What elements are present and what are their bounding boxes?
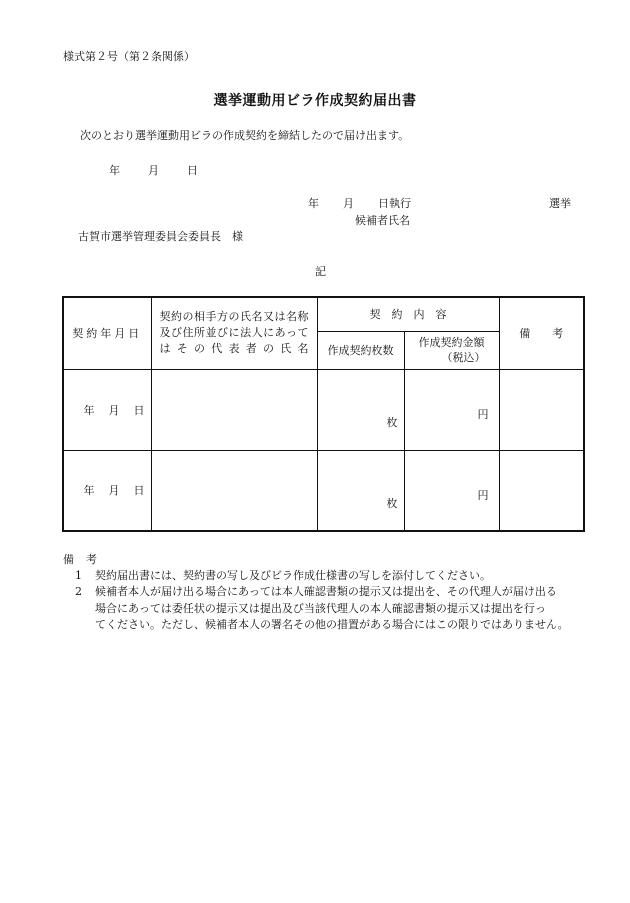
intro-text: 次のとおり選挙運動用ビラの作成契約を締結したので届け出ます。 — [80, 129, 410, 142]
header-sheets: 作成契約枚数 — [317, 331, 404, 369]
sheets-unit: 枚 — [386, 496, 398, 510]
row-month: 月 — [108, 484, 120, 498]
header-contract-party — [151, 297, 317, 369]
notes-heading: 備考 — [63, 553, 109, 566]
election-label: 選挙 — [549, 197, 571, 210]
addressee: 古賀市選挙管理委員会委員長 様 — [78, 230, 243, 243]
row-amount[interactable] — [404, 369, 499, 450]
row-remarks[interactable] — [499, 369, 584, 450]
row-party[interactable] — [151, 450, 317, 531]
header-party-line-3: はその代表者の氏名 — [159, 342, 309, 356]
note-text — [95, 568, 491, 585]
header-remarks: 備 考 — [499, 297, 584, 369]
header-amount — [404, 331, 499, 369]
row-day: 日 — [133, 484, 145, 498]
election-month: 月 — [343, 197, 354, 210]
note-line: てください。ただし、候補者本人の署名その他の措置がある場合にはこの限りではありません。 — [95, 618, 569, 631]
form-number: 様式第２号（第２条関係） — [63, 50, 195, 63]
note-line: 場合にあっては委任状の提示又は提出及び当該代理人の本人確認書類の提示又は提出を行っ — [95, 601, 546, 615]
note-line: 候補者本人が届け出る場合にあっては本人確認書類の提示又は提出を、その代理人が届け出る — [95, 585, 557, 598]
row-remarks[interactable] — [499, 450, 584, 531]
election-year: 年 — [308, 197, 319, 210]
contract-table — [62, 296, 585, 532]
row-sheets[interactable] — [317, 369, 404, 450]
row-date — [63, 369, 151, 450]
note-number: 2 — [75, 585, 82, 598]
note-item-2 — [75, 584, 569, 631]
header-party-line-1: 契約の相手方の氏名又は名称 — [159, 310, 309, 324]
table-row — [63, 369, 584, 450]
note-number: 1 — [75, 569, 82, 582]
header-contract-date: 契約年月日 — [63, 297, 151, 369]
header-party-line-2: 及び住所並びに法人にあって — [159, 326, 309, 340]
header-amount-tax: （税込） — [441, 351, 486, 364]
date-month: 月 — [148, 164, 159, 177]
date-day: 日 — [187, 164, 198, 177]
amount-unit: 円 — [477, 488, 489, 502]
row-year: 年 — [83, 403, 95, 417]
row-amount[interactable] — [404, 450, 499, 531]
header-contract-content: 契 約 内 容 — [317, 297, 499, 331]
sheets-unit: 枚 — [386, 415, 398, 429]
row-day: 日 — [133, 403, 145, 417]
row-month: 月 — [108, 403, 120, 417]
table-row — [63, 450, 584, 531]
note-item-1 — [75, 568, 491, 585]
row-year: 年 — [83, 484, 95, 498]
row-party[interactable] — [151, 369, 317, 450]
candidate-name-label: 候補者氏名 — [355, 214, 410, 227]
date-year: 年 — [109, 164, 120, 177]
amount-unit: 円 — [477, 407, 489, 421]
note-line: 契約届出書には、契約書の写し及びビラ作成仕様書の写しを添付してください。 — [95, 569, 491, 582]
note-text — [95, 584, 569, 634]
row-sheets[interactable] — [317, 450, 404, 531]
row-date — [63, 450, 151, 531]
submission-date — [109, 162, 198, 178]
ki-heading: 記 — [315, 265, 326, 278]
election-date — [308, 195, 411, 211]
election-day-exec: 日執行 — [378, 197, 411, 210]
header-amount-label: 作成契約金額 — [418, 336, 485, 349]
document-title: 選挙運動用ビラ作成契約届出書 — [213, 93, 417, 109]
